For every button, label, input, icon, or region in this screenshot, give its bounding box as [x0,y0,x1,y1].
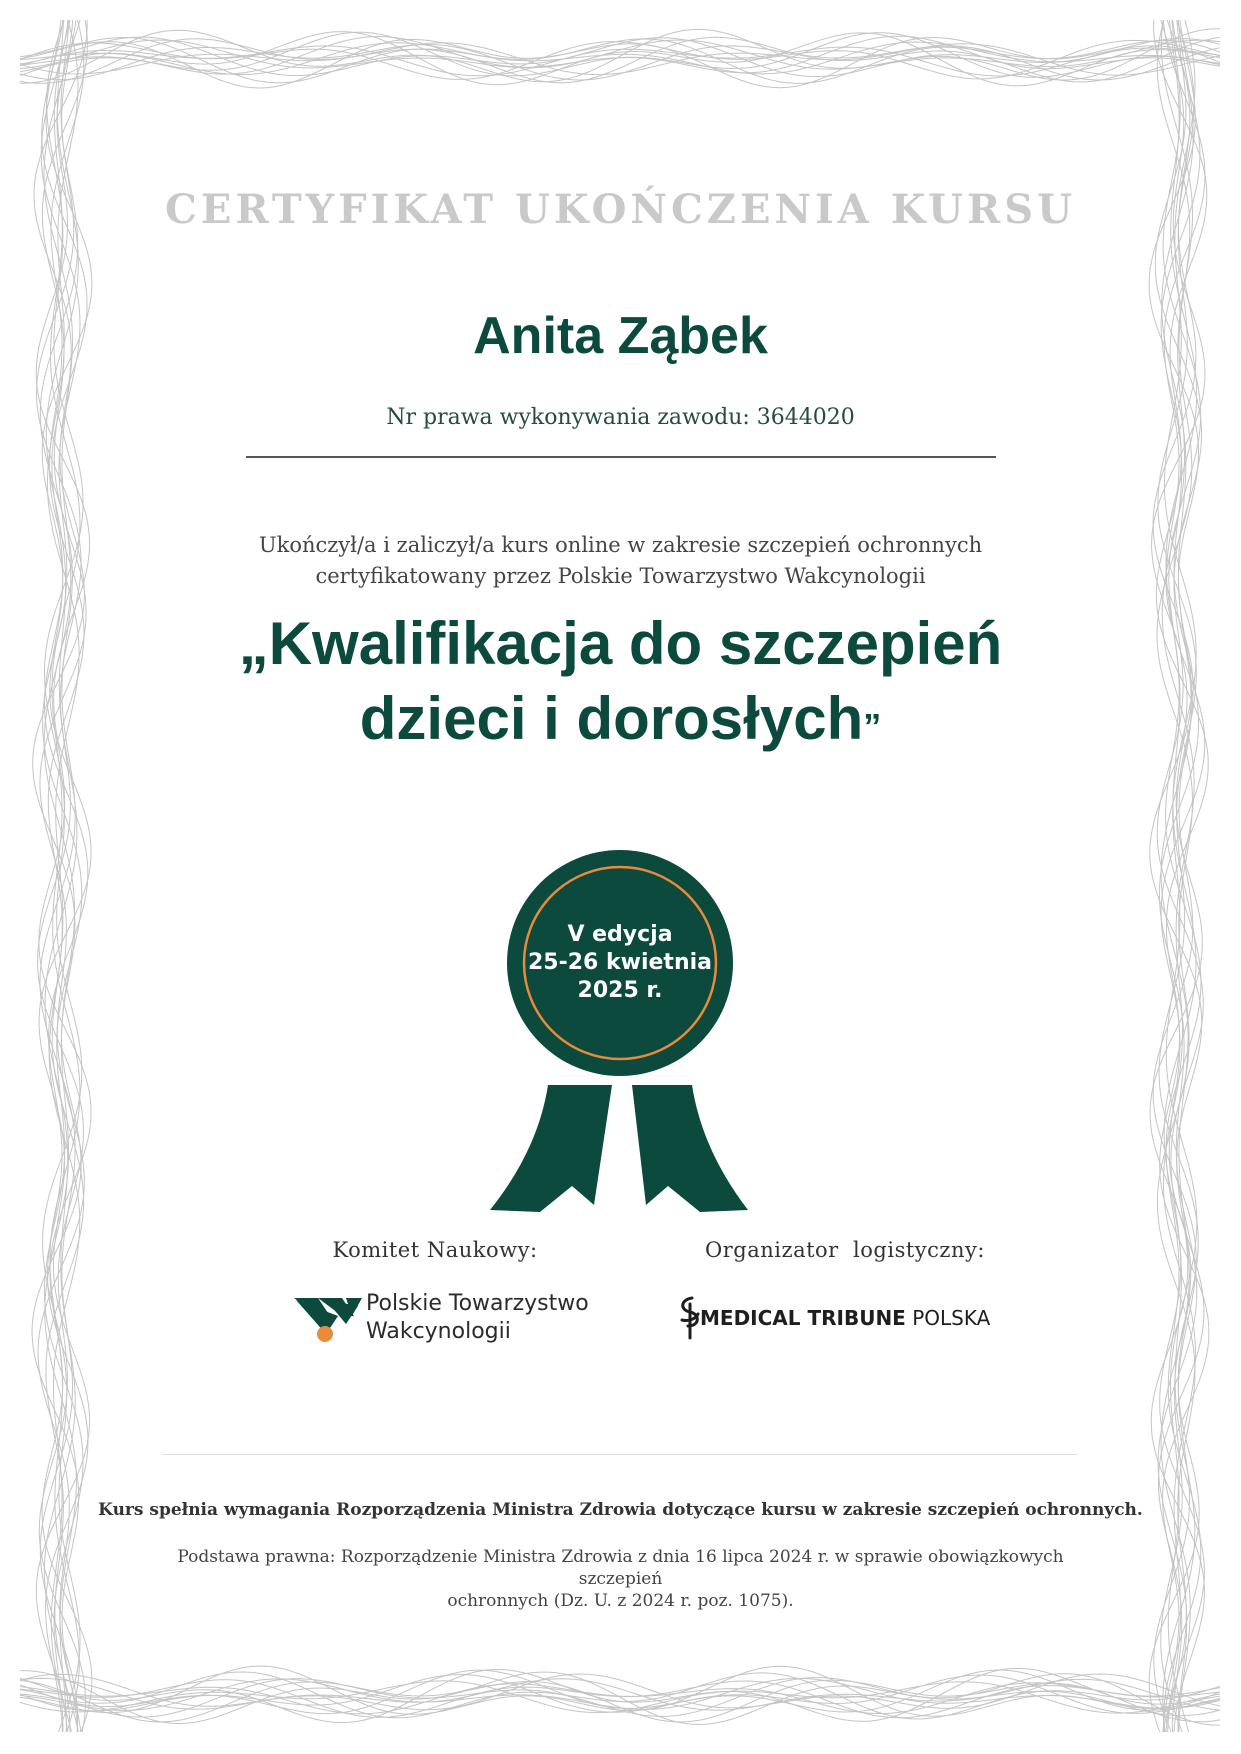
course-title-text2: dzieci i dorosłych [359,685,864,752]
recipient-name: Anita Ząbek [473,307,768,365]
medical-tribune-light: POLSKA [912,1306,991,1330]
legal-basis-line2: ochronnych (Dz. U. z 2024 r. poz. 1075). [447,1591,794,1611]
medical-tribune-logo-icon [682,1298,698,1338]
logistics-organizer-label: Organizator logistyczny: [705,1238,985,1262]
completion-statement [0,530,1241,592]
medical-tribune-bold: MEDICAL TRIBUNE [700,1306,906,1330]
scientific-committee-label: Komitet Naukowy: [332,1238,538,1262]
footer-divider [162,1454,1077,1455]
course-title-text1: Kwalifikacja do szczepień [268,610,1003,677]
certificate-title: CERTYFIKAT UKOŃCZENIA KURSU [165,186,1076,233]
course-title [0,606,1241,764]
completion-statement-line1: Ukończył/a i zaliczył/a kurs online w zakresie szczepień ochronnych [258,533,983,557]
ptw-logo-line1: Polskie Towarzystwo [366,1291,589,1316]
close-quote: ” [863,706,882,747]
badge-year: 2025 r. [577,978,663,1003]
ptw-logo-text [366,1290,589,1346]
ptw-logo-line2: Wakcynologii [366,1319,511,1344]
legal-basis-line1: Podstawa prawna: Rozporządzenie Ministra Zdrowia z dnia 16 lipca 2024 r. w sprawie obowiązkowych szczepień [177,1547,1064,1589]
medical-tribune-logo-text [700,1306,990,1330]
legal-basis [160,1546,1081,1612]
guilloche-line [38,20,87,1732]
open-quote: „ [238,610,269,677]
badge-text [520,921,720,1005]
award-badge-icon [490,850,748,1212]
completion-statement-line2: certyfikatowany przez Polskie Towarzystwo Wakcynologii [315,564,926,588]
badge-dates: 25-26 kwietnia [527,950,712,975]
badge-edition: V edycja [567,922,673,947]
ribbon-left [490,1085,612,1212]
ptw-logo-icon [294,1298,362,1342]
divider-line [246,456,996,458]
license-number: Nr prawa wykonywania zawodu: 3644020 [386,405,855,430]
guilloche-line [50,20,80,1732]
course-title-line1 [0,606,1241,681]
course-title-line2 [0,681,1241,764]
ribbon-right [632,1085,748,1212]
requirements-statement: Kurs spełnia wymagania Rozporządzenia Ministra Zdrowia dotyczące kursu w zakresie szczepień ochronnych. [98,1500,1143,1520]
